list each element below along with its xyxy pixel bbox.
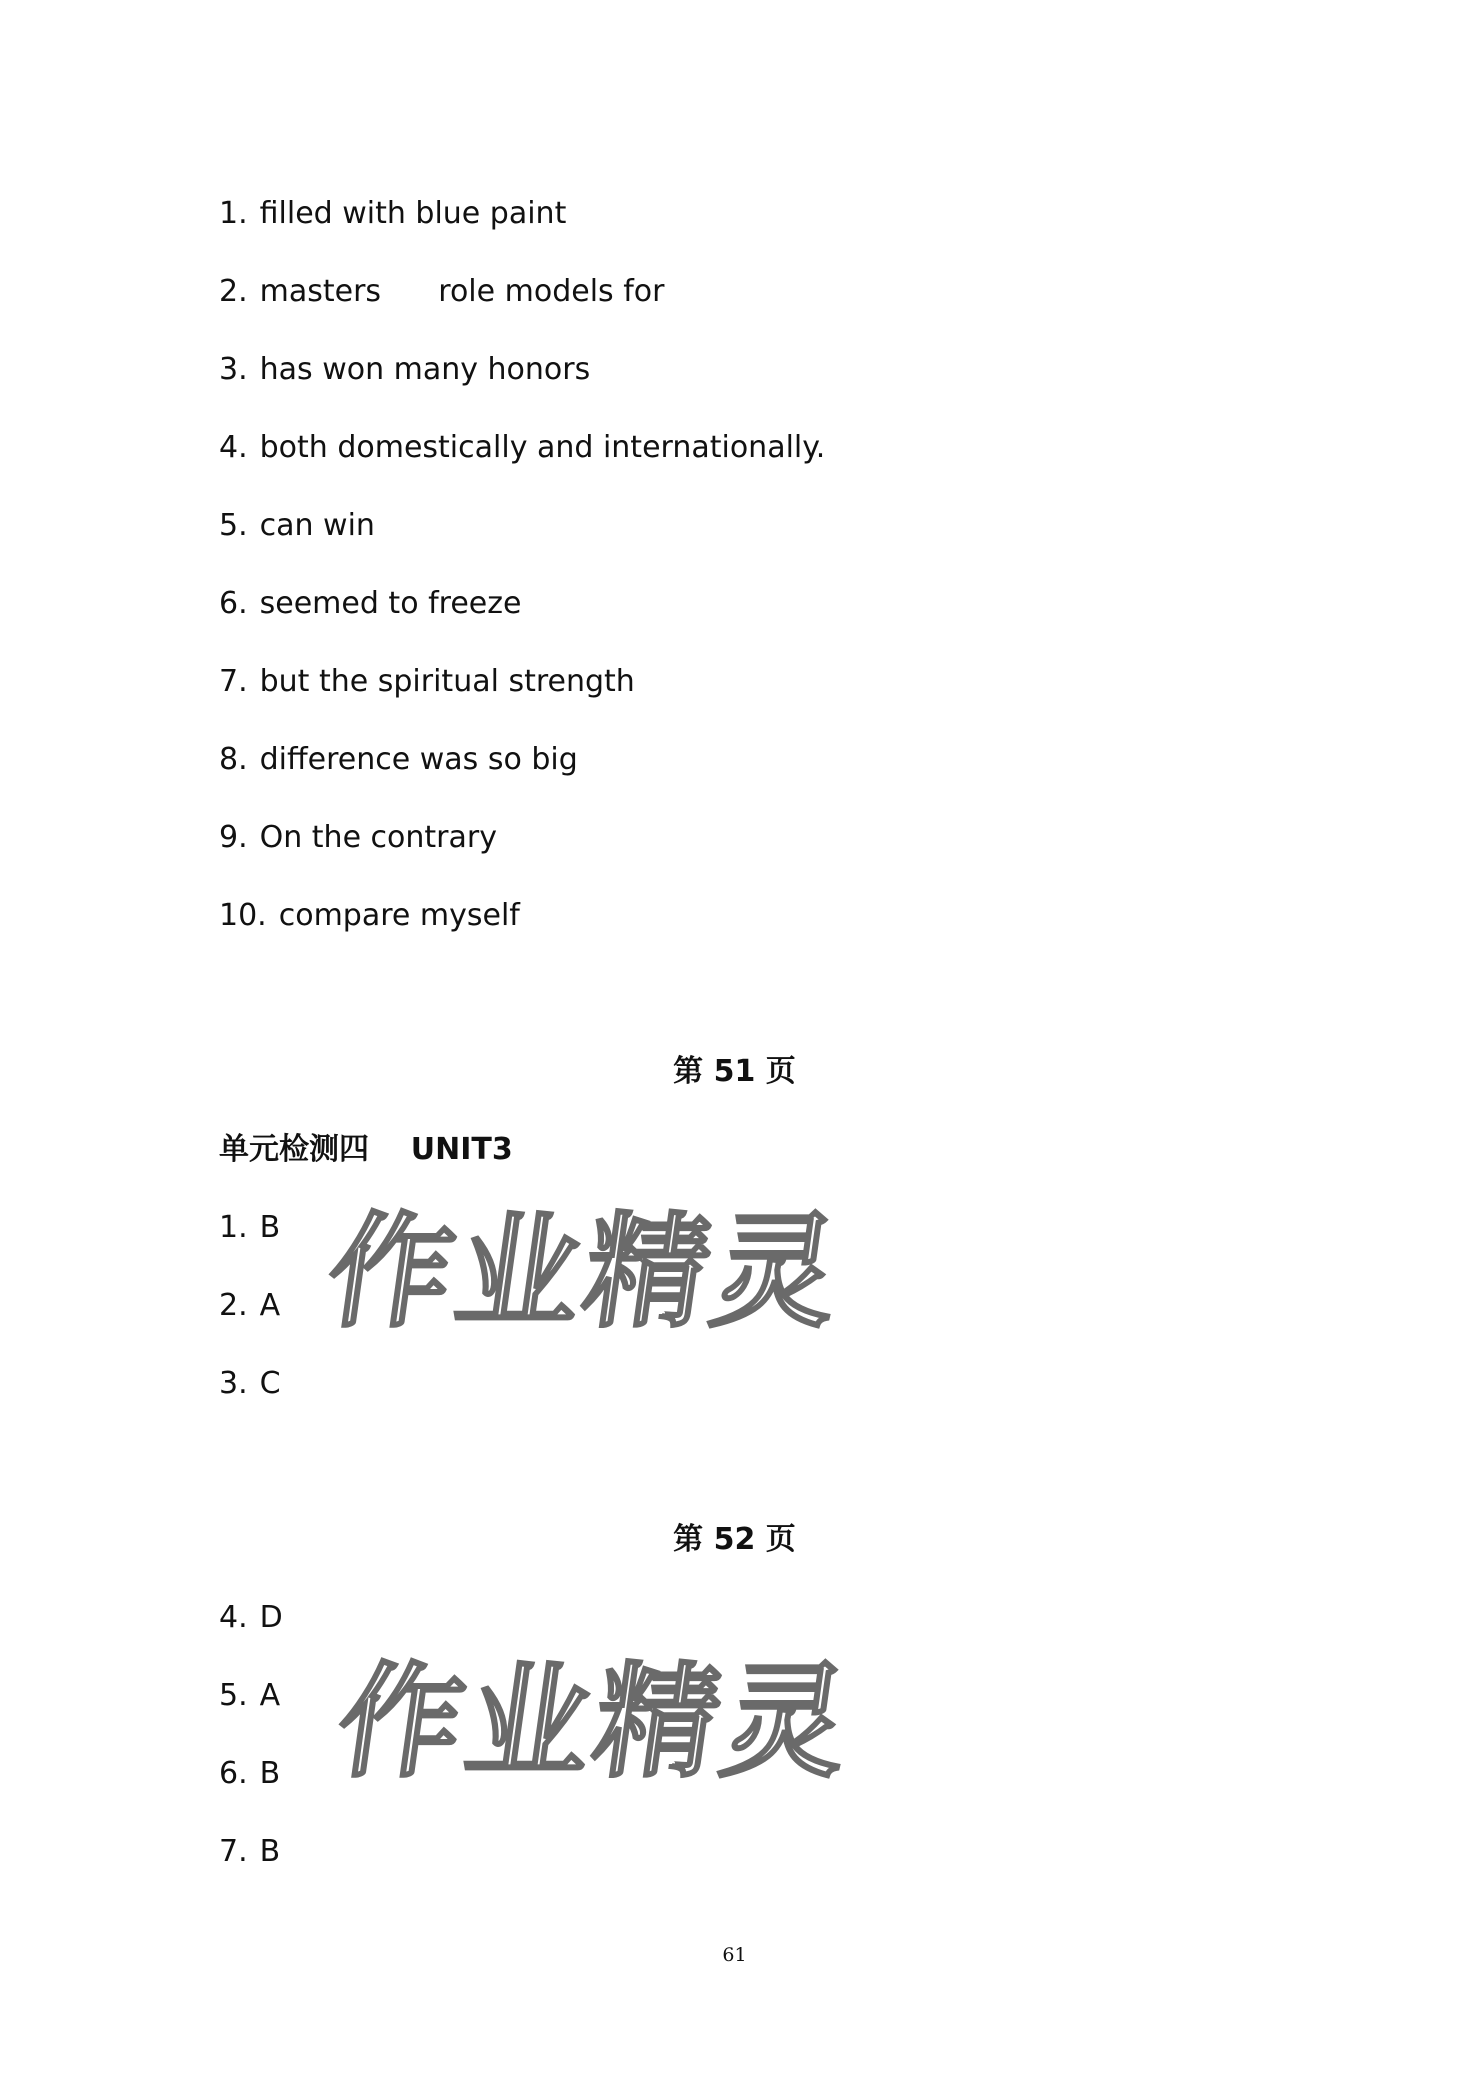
answer-item xyxy=(219,1366,281,1402)
answer-text: masters role models for xyxy=(259,274,665,309)
watermark xyxy=(320,1195,880,1345)
answer-text: filled with blue paint xyxy=(259,196,567,231)
answer-text: A xyxy=(259,1678,281,1713)
answer-number: 1. xyxy=(219,1210,248,1245)
answer-text: has won many honors xyxy=(259,352,591,387)
answer-number: 9. xyxy=(219,820,248,855)
answer-item xyxy=(219,742,578,778)
watermark-text: 作业精灵 xyxy=(330,1650,862,1795)
answer-item xyxy=(219,664,635,700)
answer-item xyxy=(219,196,566,232)
answer-text: but the spiritual strength xyxy=(259,664,635,699)
answer-item xyxy=(219,430,825,466)
answer-item xyxy=(219,898,520,934)
answer-number: 2. xyxy=(219,1288,248,1323)
answer-number: 5. xyxy=(219,508,248,543)
watermark-graphic xyxy=(330,1645,890,1795)
answer-item xyxy=(219,1756,280,1792)
answer-text: D xyxy=(259,1600,283,1635)
answer-number: 4. xyxy=(219,1600,248,1635)
answer-number: 6. xyxy=(219,1756,248,1791)
answer-text: compare myself xyxy=(278,898,520,933)
page-51-title: 第 51 页 xyxy=(673,1054,796,1089)
answer-number: 3. xyxy=(219,1366,248,1401)
answer-item xyxy=(219,820,497,856)
page-number: 61 xyxy=(722,1944,747,1966)
section-title: 单元检测四 UNIT3 xyxy=(219,1132,513,1167)
answer-number: 7. xyxy=(219,664,248,699)
watermark-graphic xyxy=(320,1195,880,1345)
answer-number: 5. xyxy=(219,1678,248,1713)
answer-item xyxy=(219,586,521,622)
answer-item xyxy=(219,352,590,388)
watermark xyxy=(330,1645,890,1795)
answer-text: C xyxy=(259,1366,281,1401)
answer-number: 3. xyxy=(219,352,248,387)
answer-number: 10. xyxy=(219,898,267,933)
answer-item xyxy=(219,508,375,544)
answer-item xyxy=(219,1600,283,1636)
page-52-title: 第 52 页 xyxy=(673,1522,796,1557)
answer-text: both domestically and internationally. xyxy=(259,430,826,465)
answer-item xyxy=(219,274,664,310)
answer-number: 7. xyxy=(219,1834,248,1869)
answer-number: 6. xyxy=(219,586,248,621)
watermark-text: 作业精灵 xyxy=(320,1200,852,1345)
answer-text: difference was so big xyxy=(259,742,578,777)
answer-item xyxy=(219,1288,280,1324)
answer-number: 4. xyxy=(219,430,248,465)
answer-text: can win xyxy=(259,508,375,543)
answer-text: A xyxy=(259,1288,281,1323)
answer-item xyxy=(219,1678,280,1714)
answer-item xyxy=(219,1834,280,1870)
answer-number: 8. xyxy=(219,742,248,777)
answer-text: B xyxy=(259,1210,281,1245)
answer-text: seemed to freeze xyxy=(259,586,522,621)
answer-item xyxy=(219,1210,280,1246)
answer-text: B xyxy=(259,1756,281,1791)
answer-number: 2. xyxy=(219,274,248,309)
answer-text: On the contrary xyxy=(259,820,497,855)
answer-text: B xyxy=(259,1834,281,1869)
answer-number: 1. xyxy=(219,196,248,231)
